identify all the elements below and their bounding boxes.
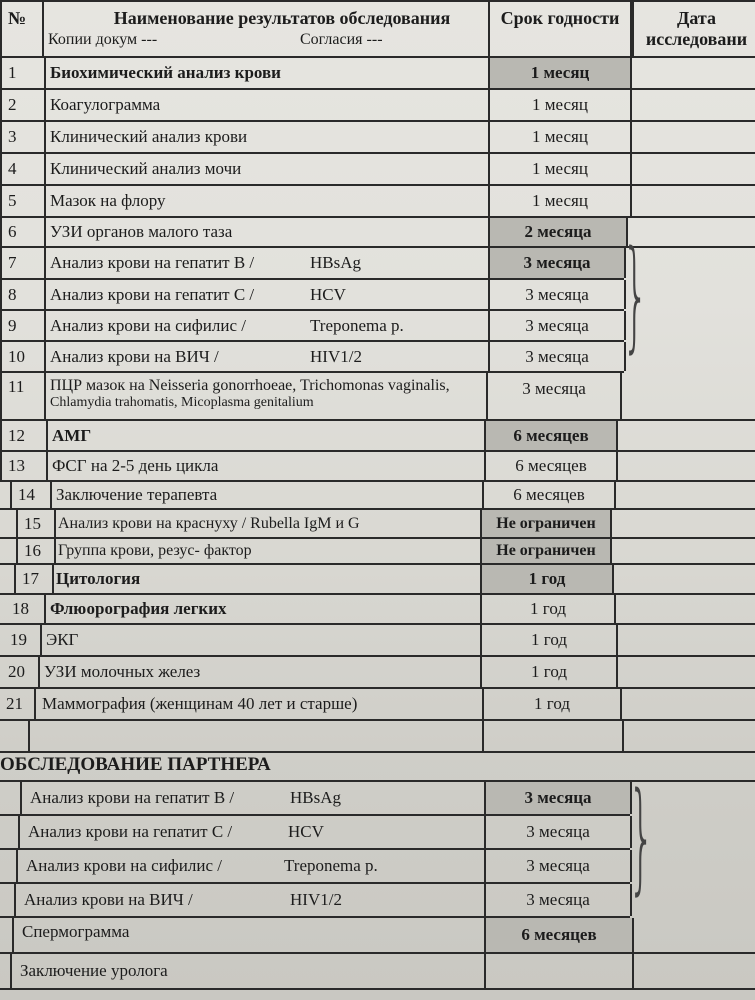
partner-row: [0, 850, 630, 884]
row-name: УЗИ органов малого таза: [50, 222, 233, 241]
row-num: 14: [10, 482, 52, 508]
header-name-cell: [42, 2, 482, 56]
row-num: 17: [14, 565, 54, 593]
row-term: 3 месяца: [488, 248, 626, 278]
row-num: 8: [0, 280, 46, 309]
row-name: Анализ крови на ВИЧ /: [50, 346, 219, 366]
header-num: №: [0, 2, 44, 56]
table-row: [0, 154, 755, 186]
row-code: HBsAg: [290, 788, 342, 807]
row-name: Анализ крови на гепатит В /: [50, 253, 255, 272]
table-row: [0, 90, 755, 122]
table-row: [0, 657, 755, 689]
table-row: [0, 421, 755, 452]
row-num: 7: [0, 248, 46, 278]
row-term: 1 год: [482, 689, 622, 719]
row-code: HBsAg: [310, 253, 362, 272]
row-name: Заключение уролога: [20, 961, 168, 980]
row-name: Клинический анализ мочи: [50, 159, 242, 178]
row-name: Спермограмма: [22, 922, 130, 941]
row-num: 15: [16, 510, 56, 537]
table-row: [0, 595, 755, 625]
row-num: 4: [0, 154, 46, 184]
row-name: Мазок на флору: [50, 191, 166, 210]
row-num: 16: [16, 539, 56, 563]
row-code: Treponema p.: [310, 315, 404, 335]
brace-icon: }: [622, 226, 649, 365]
row-num: 13: [0, 452, 48, 480]
row-name: Заключение терапевта: [56, 485, 218, 504]
row-term: 1 год: [480, 625, 618, 655]
header-subline: [42, 31, 482, 51]
partner-row: [0, 816, 630, 850]
partner-row: [0, 954, 755, 990]
row-name: [44, 373, 450, 419]
copies-label: Копии докум ---: [48, 31, 158, 48]
consent-label: Согласия ---: [300, 31, 383, 48]
row-term: 6 месяцев: [482, 482, 616, 508]
header-date-line2: исследовани: [645, 29, 748, 49]
row-num: 20: [2, 657, 40, 687]
row-num: [0, 850, 18, 882]
row-num: [0, 884, 16, 916]
row-term: 3 месяца: [484, 850, 632, 882]
row-term: 1 год: [480, 657, 618, 687]
table-row: [0, 58, 755, 90]
table-row: [0, 565, 755, 595]
row-code: HCV: [310, 284, 346, 304]
brace-icon: }: [628, 768, 655, 907]
header-date-line1: Дата: [677, 8, 716, 28]
row-term: 3 месяца: [488, 311, 626, 340]
partner-row: [0, 918, 755, 954]
row-name: Группа крови, резус- фактор: [58, 542, 252, 559]
table-row: [0, 625, 755, 657]
row-term: 1 месяц: [488, 186, 632, 216]
row-name: Анализ крови на гепатит С /: [50, 284, 255, 304]
row-term: [482, 721, 624, 751]
row-num: 6: [0, 218, 46, 246]
row-num: 10: [0, 342, 46, 371]
row-term: 3 месяца: [484, 884, 632, 916]
header-name: Наименование результатов обследования: [113, 8, 451, 28]
row-term: 1 месяц: [488, 122, 632, 152]
row-term: 3 месяца: [488, 280, 626, 309]
row-name: ФСГ на 2-5 день цикла: [52, 456, 219, 475]
row-term: 3 месяца: [486, 373, 622, 419]
row-term: Не ограничен: [480, 539, 612, 563]
header-date: [632, 2, 755, 56]
row-term: 6 месяцев: [484, 452, 618, 480]
row-name: АМГ: [52, 425, 92, 445]
row-num: [0, 816, 20, 848]
row-term: Не ограничен: [480, 510, 612, 537]
table-row: [0, 510, 755, 539]
row-num: 19: [4, 625, 42, 655]
row-num: [0, 782, 22, 814]
table-row: [0, 482, 755, 510]
row-name-line2: Chlamydia trahomatis, Micoplasma genitalium: [50, 395, 314, 410]
row-name: Анализ крови на сифилис /: [50, 315, 246, 335]
row-num: 5: [0, 186, 46, 216]
row-code: HCV: [288, 822, 324, 841]
partner-row: [0, 782, 630, 816]
row-term: 3 месяца: [484, 816, 632, 848]
row-num: 12: [0, 421, 48, 450]
row-term: 1 год: [480, 565, 614, 593]
table-row: [0, 311, 624, 342]
table-row-empty: [0, 721, 755, 753]
row-term: 2 месяца: [488, 218, 628, 246]
row-term: 1 месяц: [488, 154, 632, 184]
row-term: 3 месяца: [488, 342, 626, 371]
row-num: [0, 918, 14, 952]
row-name: Анализ крови на сифилис /: [26, 856, 222, 875]
row-num: 3: [0, 122, 46, 152]
row-name-text: Биохимический анализ крови: [50, 63, 281, 82]
row-name: Коагулограмма: [50, 95, 161, 114]
row-code: Treponema p.: [284, 856, 378, 875]
partner-row: [0, 884, 630, 918]
row-num: [0, 721, 30, 751]
row-name: ЭКГ: [46, 630, 79, 649]
row-code: HIV1/2: [310, 346, 362, 366]
table-row: [0, 452, 755, 482]
row-name: Флюорография легких: [50, 599, 227, 618]
table-row: [0, 342, 624, 373]
row-term: [484, 954, 634, 988]
row-num: 2: [0, 90, 46, 120]
table-row: [0, 539, 755, 565]
row-num: 21: [0, 689, 36, 719]
row-term: 3 месяца: [484, 782, 632, 814]
row-num: 9: [0, 311, 46, 340]
row-num: [0, 954, 12, 988]
row-term: 1 месяц: [488, 58, 632, 88]
row-name: Маммография (женщинам 40 лет и старше): [42, 694, 358, 713]
row-name: Анализ крови на краснуху / Rubella IgM и G: [58, 514, 360, 532]
table-row: [0, 280, 624, 311]
header-term: Срок годности: [488, 2, 632, 56]
row-name: Анализ крови на гепатит В /: [30, 788, 235, 807]
table-row: [0, 122, 755, 154]
table-row: [0, 689, 755, 721]
row-name: Анализ крови на гепатит С /: [28, 822, 233, 841]
row-name: [44, 58, 281, 88]
row-num: 1: [0, 58, 46, 88]
row-term: 1 год: [480, 595, 616, 623]
row-name: УЗИ молочных желез: [44, 662, 201, 681]
table-row: [0, 373, 755, 421]
row-name: Клинический анализ крови: [50, 127, 248, 146]
row-term: 1 месяц: [488, 90, 632, 120]
row-num: 18: [6, 595, 46, 623]
row-name: Цитология: [56, 569, 141, 588]
table-header: [0, 2, 755, 58]
table-row: [0, 248, 624, 280]
partner-section-title: ОБСЛЕДОВАНИЕ ПАРТНЕРА: [0, 754, 271, 775]
row-name: Анализ крови на ВИЧ /: [24, 890, 193, 909]
row-term: 6 месяцев: [484, 918, 634, 952]
row-name-line1: ПЦР мазок на Neisseria gonorrhoeae, Trichomonas vaginalis,: [50, 377, 450, 394]
row-term: 6 месяцев: [484, 421, 618, 450]
row-num: 11: [0, 373, 46, 419]
table-row: [0, 186, 755, 218]
row-code: HIV1/2: [290, 890, 342, 909]
